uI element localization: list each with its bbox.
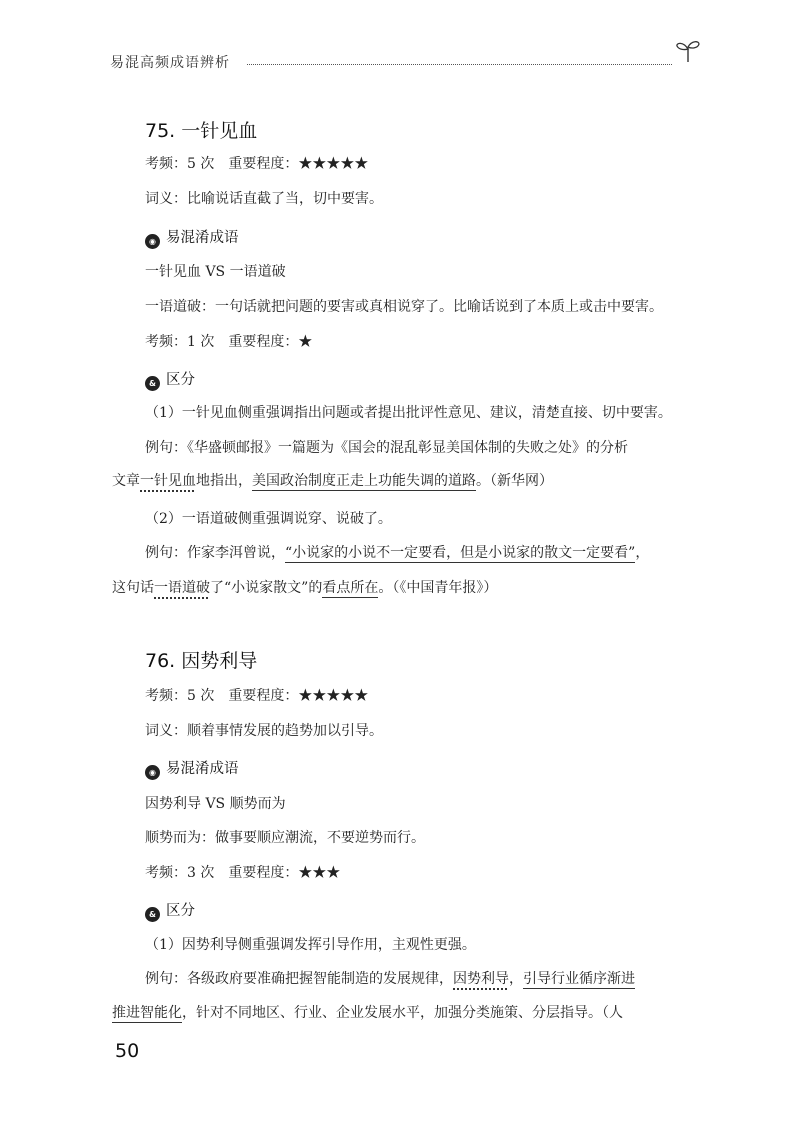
sprout-icon bbox=[674, 38, 702, 68]
alt-definition-line: 顺势而为：做事要顺应潮流，不要逆势而行。 bbox=[145, 830, 425, 846]
example-2-line-a: 例句：作家李洱曾说，“小说家的小说不一定要看，但是小说家的散文一定要看”， bbox=[145, 545, 650, 561]
confusable-heading bbox=[145, 757, 239, 780]
paragraph-1: （1）一针见血侧重强调指出问题或者提出批评性意见、建议，清楚直接、切中要害。 bbox=[145, 405, 672, 421]
distinguish-heading bbox=[145, 899, 195, 922]
header-rule bbox=[247, 64, 672, 65]
underlined-phrase: 引导行业循序渐进 bbox=[523, 971, 635, 987]
page-number: 50 bbox=[115, 1040, 140, 1062]
example-2-line-b: 这句话一语道破了“小说家散文”的看点所在。（《中国青年报》） bbox=[112, 580, 498, 596]
underlined-phrase: 美国政治制度正走上功能失调的道路 bbox=[252, 473, 476, 489]
emphasis-dotted: 因势利导 bbox=[453, 971, 509, 987]
example-1-line-a: 例句：各级政府要准确把握智能制造的发展规律，因势利导，引导行业循序渐进 bbox=[145, 971, 635, 987]
distinguish-heading-text: 区分 bbox=[166, 372, 195, 388]
example-1-line-b: 推进智能化，针对不同地区、行业、企业发展水平，加强分类施策、分层指导。（人 bbox=[112, 1005, 623, 1021]
confusable-heading-text: 易混淆成语 bbox=[166, 761, 239, 777]
confusable-heading bbox=[145, 226, 239, 249]
emphasis-dotted: 一语道破 bbox=[154, 580, 210, 596]
paragraph-2: （2）一语道破侧重强调说穿、说破了。 bbox=[145, 511, 392, 527]
running-header-title: 易混高频成语辨析 bbox=[110, 55, 230, 71]
distinguish-heading-text: 区分 bbox=[166, 903, 195, 919]
distinguish-badge-icon: & bbox=[145, 376, 160, 391]
confusable-badge-icon: ◉ bbox=[145, 234, 160, 249]
paragraph-1: （1）因势利导侧重强调发挥引导作用，主观性更强。 bbox=[145, 937, 476, 953]
vs-line: 因势利导 VS 顺势而为 bbox=[145, 796, 286, 812]
vs-line: 一针见血 VS 一语道破 bbox=[145, 264, 286, 280]
example-1-line-a: 例句：《华盛顿邮报》一篇题为《国会的混乱彰显美国体制的失败之处》的分析 bbox=[145, 440, 628, 456]
distinguish-heading bbox=[145, 368, 195, 391]
underlined-phrase: 看点所在 bbox=[322, 580, 379, 596]
underlined-quote: “小说家的小说不一定要看，但是小说家的散文一定要看” bbox=[285, 545, 636, 561]
alt-frequency-line: 考频：1 次 重要程度：★ bbox=[145, 334, 313, 350]
alt-definition-line: 一语道破：一句话就把问题的要害或真相说穿了。比喻话说到了本质上或击中要害。 bbox=[145, 299, 663, 315]
distinguish-badge-icon: & bbox=[145, 907, 160, 922]
meaning-line: 词义：比喻说话直截了当，切中要害。 bbox=[145, 191, 383, 207]
alt-frequency-line: 考频：3 次 重要程度：★★★ bbox=[145, 865, 341, 881]
emphasis-dotted: 一针见血 bbox=[140, 473, 196, 489]
confusable-heading-text: 易混淆成语 bbox=[166, 230, 239, 246]
meaning-line: 词义：顺着事情发展的趋势加以引导。 bbox=[145, 723, 383, 739]
entry-title: 76. 因势利导 bbox=[145, 650, 258, 672]
underlined-phrase: 推进智能化 bbox=[112, 1005, 182, 1021]
frequency-line: 考频：5 次 重要程度：★★★★★ bbox=[145, 688, 369, 704]
entry-title: 75. 一针见血 bbox=[145, 120, 258, 142]
example-1-line-b: 文章一针见血地指出，美国政治制度正走上功能失调的道路。（新华网） bbox=[112, 473, 553, 489]
frequency-line: 考频：5 次 重要程度：★★★★★ bbox=[145, 156, 369, 172]
confusable-badge-icon: ◉ bbox=[145, 765, 160, 780]
